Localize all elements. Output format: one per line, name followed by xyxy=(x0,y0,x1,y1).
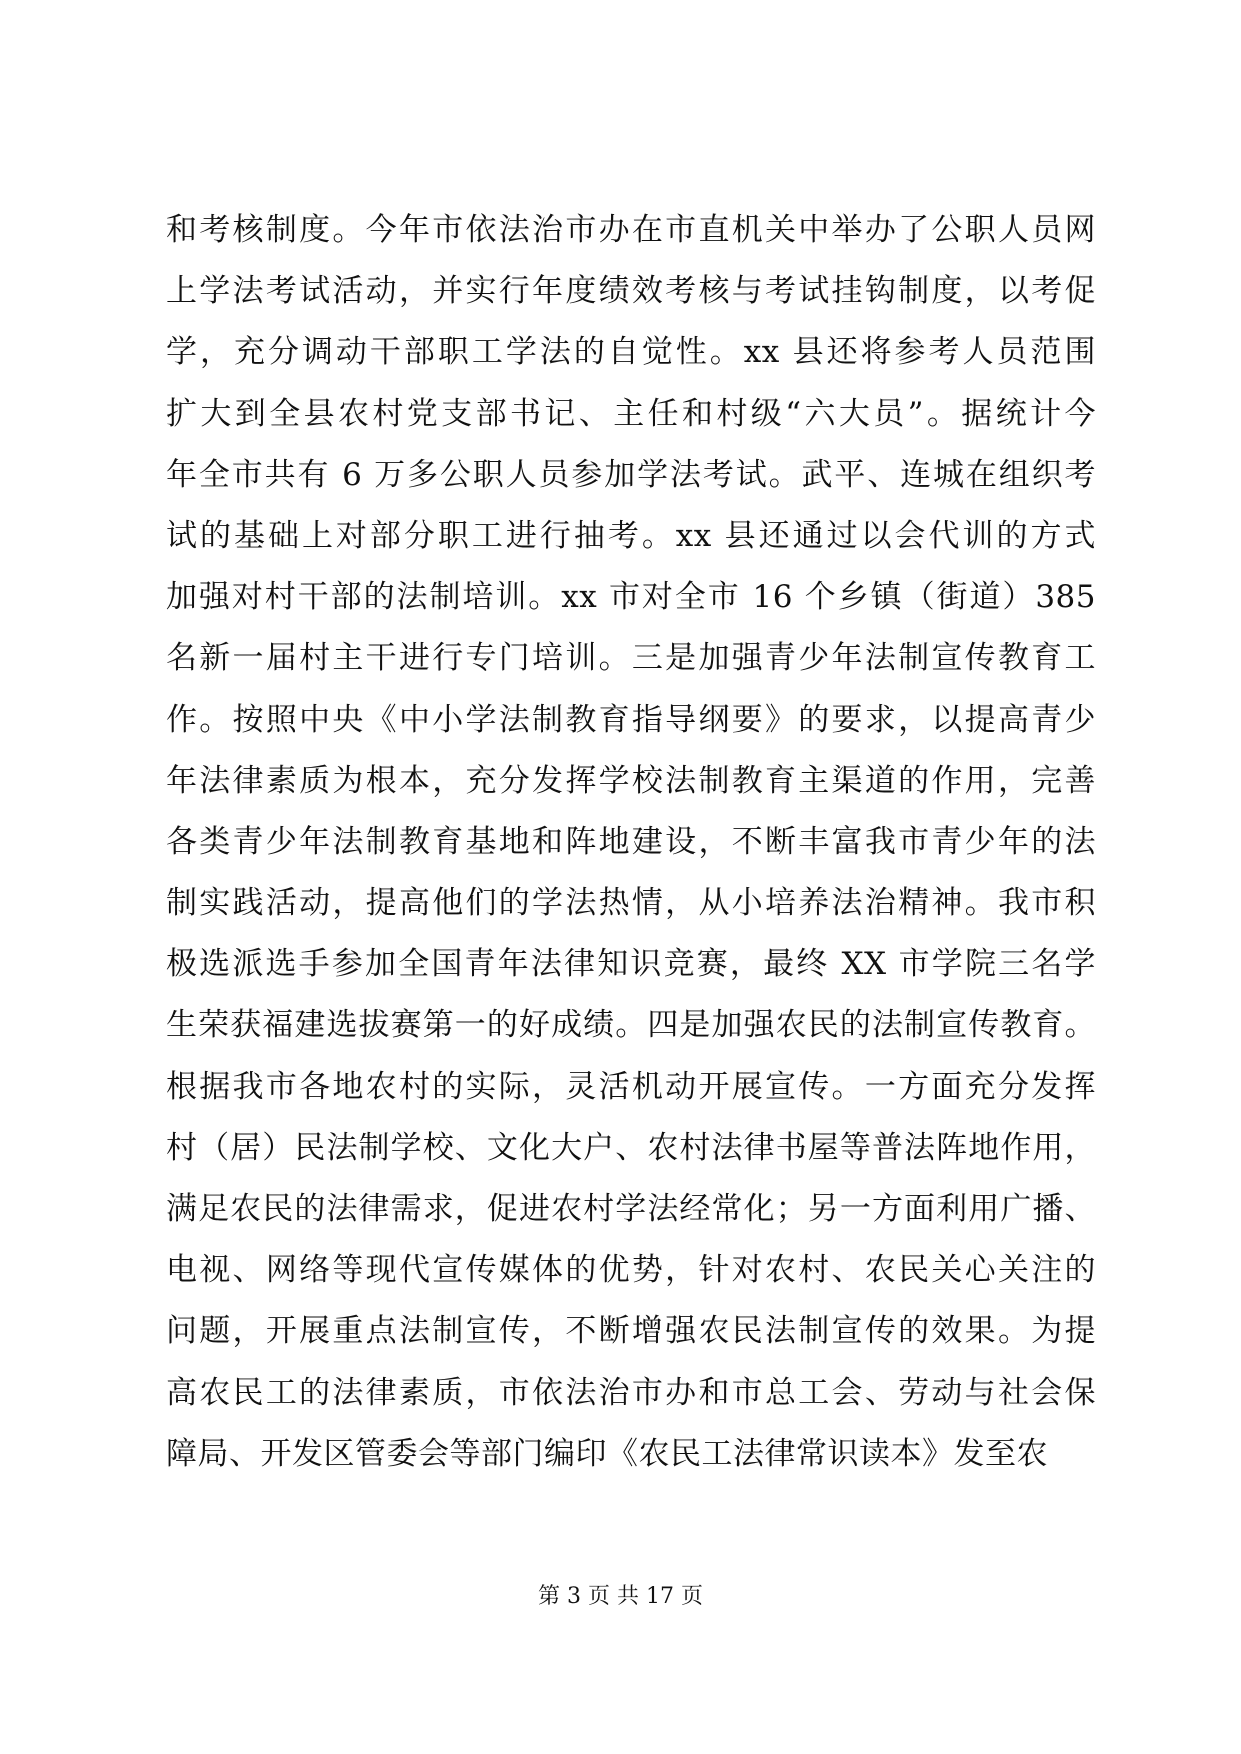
text-line: 根据我市各地农村的实际，灵活机动开展宣传。一方面充分发挥 xyxy=(166,1068,1096,1105)
text-line: 年全市共有 6 万多公职人员参加学法考试。武平、连城在组织考 xyxy=(166,456,1096,493)
text-line: 作。按照中央《中小学法制教育指导纲要》的要求，以提高青少 xyxy=(166,701,1096,738)
text-line: 极选派选手参加全国青年法律知识竞赛，最终 XX 市学院三名学 xyxy=(166,946,1096,983)
text-line: 生荣获福建选拔赛第一的好成绩。四是加强农民的法制宣传教育。 xyxy=(166,1007,1096,1044)
text-line: 试的基础上对部分职工进行抽考。xx 县还通过以会代训的方式 xyxy=(166,517,1096,554)
text-line: 名新一届村主干进行专门培训。三是加强青少年法制宣传教育工 xyxy=(166,640,1096,677)
text-line: 制实践活动，提高他们的学法热情，从小培养法治精神。我市积 xyxy=(166,885,1096,922)
text-line: 满足农民的法律需求，促进农村学法经常化；另一方面利用广播、 xyxy=(166,1191,1096,1227)
text-line: 问题，开展重点法制宣传，不断增强农民法制宣传的效果。为提 xyxy=(166,1313,1096,1350)
page-footer: 第 3 页 共 17 页 xyxy=(538,1584,703,1609)
text-line: 加强对村干部的法制培训。xx 市对全市 16 个乡镇（街道）385 xyxy=(166,579,1096,616)
text-line: 学，充分调动干部职工学法的自觉性。xx 县还将参考人员范围 xyxy=(166,334,1096,371)
text-line: 各类青少年法制教育基地和阵地建设，不断丰富我市青少年的法 xyxy=(166,823,1096,860)
text-line: 电视、网络等现代宣传媒体的优势，针对农村、农民关心关注的 xyxy=(166,1252,1096,1289)
text-line: 扩大到全县农村党支部书记、主任和村级“六大员”。据统计今 xyxy=(166,395,1096,432)
text-line: 障局、开发区管委会等部门编印《农民工法律常识读本》发至农 xyxy=(166,1435,1048,1472)
body-text xyxy=(166,200,1096,1485)
text-line: 村（居）民法制学校、文化大户、农村法律书屋等普法阵地作用， xyxy=(166,1129,1096,1166)
text-line: 高农民工的法律素质，市依法治市办和市总工会、劳动与社会保 xyxy=(166,1374,1096,1411)
text-line: 上学法考试活动，并实行年度绩效考核与考试挂钩制度，以考促 xyxy=(166,273,1096,310)
text-line: 和考核制度。今年市依法治市办在市直机关中举办了公职人员网 xyxy=(166,212,1096,248)
text-line: 年法律素质为根本，充分发挥学校法制教育主渠道的作用，完善 xyxy=(166,762,1096,799)
